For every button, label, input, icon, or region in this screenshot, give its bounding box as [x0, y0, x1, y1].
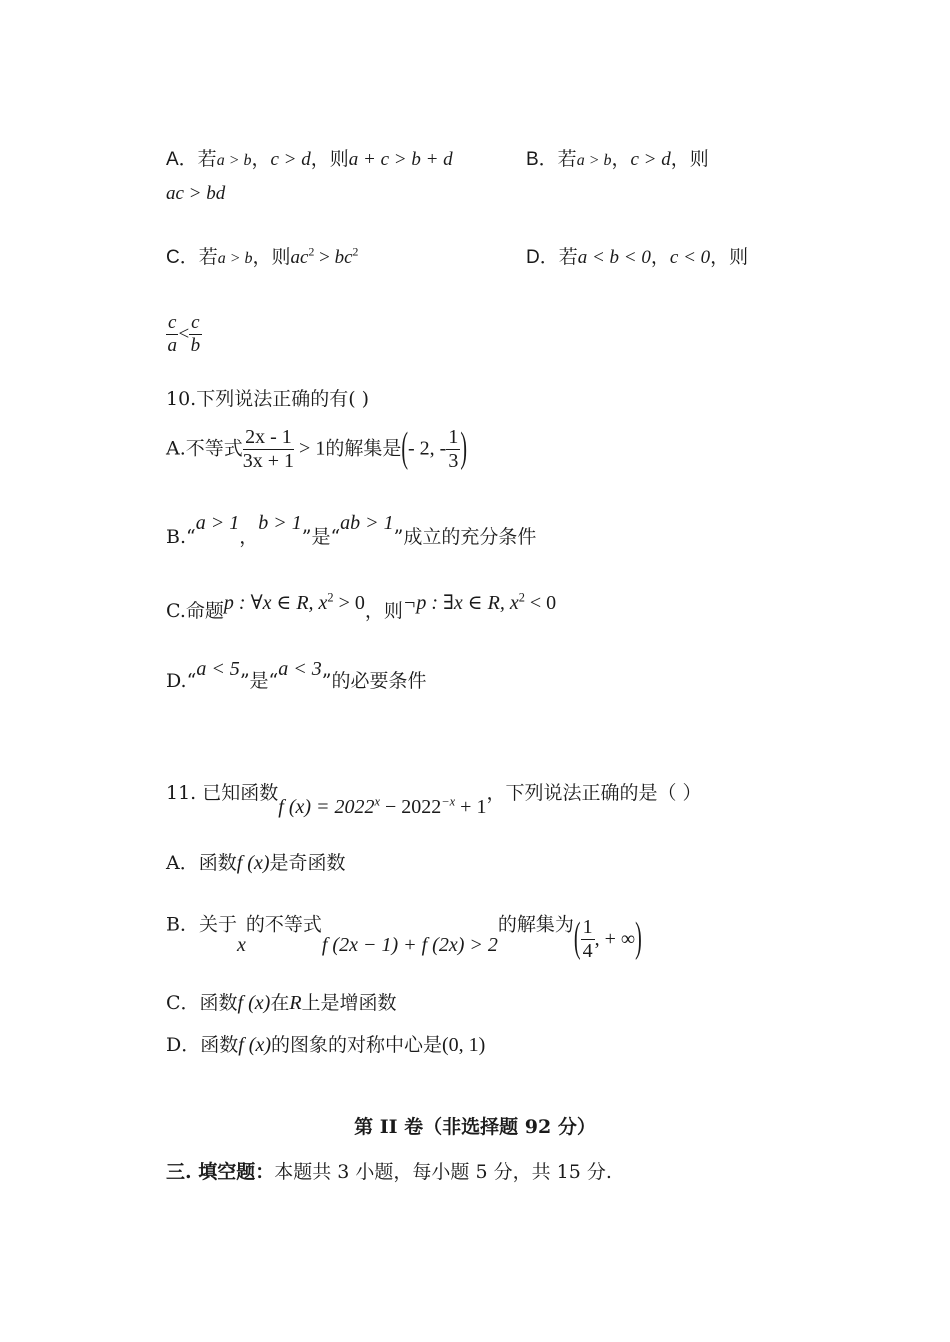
q9-option-b: B．若a > b，c > d，则 — [526, 149, 709, 170]
q10-stem: 10.下列说法正确的有( ) — [166, 388, 370, 410]
q9-option-b-conclusion: ac > bd — [166, 183, 226, 204]
q9-option-d-conclusion: $\frac{c}{a}$ < $\frac{c}{b}$ — [167, 312, 201, 356]
q10-option-b: B.“a > 1，b > 1”是“ab > 1”成立的充分条件 — [166, 512, 537, 548]
q11-option-d: D．函数f (x)的图象的对称中心是(0, 1) — [166, 1034, 486, 1056]
q9-option-c: C．若a > b，则$ac^2 > bc^2$ — [166, 245, 359, 268]
q9-option-d: D．若a < b < 0，c < 0，则 — [526, 247, 749, 268]
section-title: 第 II 卷（非选择题 92 分） — [354, 1116, 596, 1138]
q10-option-d: D.“a < 5”是“a < 3”的必要条件 — [166, 658, 427, 692]
q9-option-a: A．若a > b，c > d，则a + c > b + d — [166, 149, 453, 170]
q11-stem: 11. 已知函数f $(x) = 2022^x - 2022^{-x} + 1$，下列说法正确的是（ ） — [166, 782, 702, 818]
q11-option-b: B．关于x的不等式f (2x − 1) + f (2x) > 2的解集为( $\frac{1}{4}$ , + ∞) — [166, 913, 642, 962]
q11-option-a: A．函数f (x)是奇函数 — [166, 852, 346, 874]
q10-option-a: A.不等式 $\frac{2x - 1}{3x + 1}$ > 1的解集是(- 2, - $\frac{1}{3}$ ) — [166, 425, 468, 472]
q10-option-c: C.命题p : ∀x ∈ R, $x^2 > 0$，则¬p : ∃x ∈ R, $x^2 < 0$ — [166, 590, 557, 622]
q11-option-c: C．函数f (x)在R上是增函数 — [166, 992, 397, 1014]
fill-in-instructions: 三. 填空题：本题共 3 小题，每小题 5 分，共 15 分. — [166, 1161, 612, 1183]
